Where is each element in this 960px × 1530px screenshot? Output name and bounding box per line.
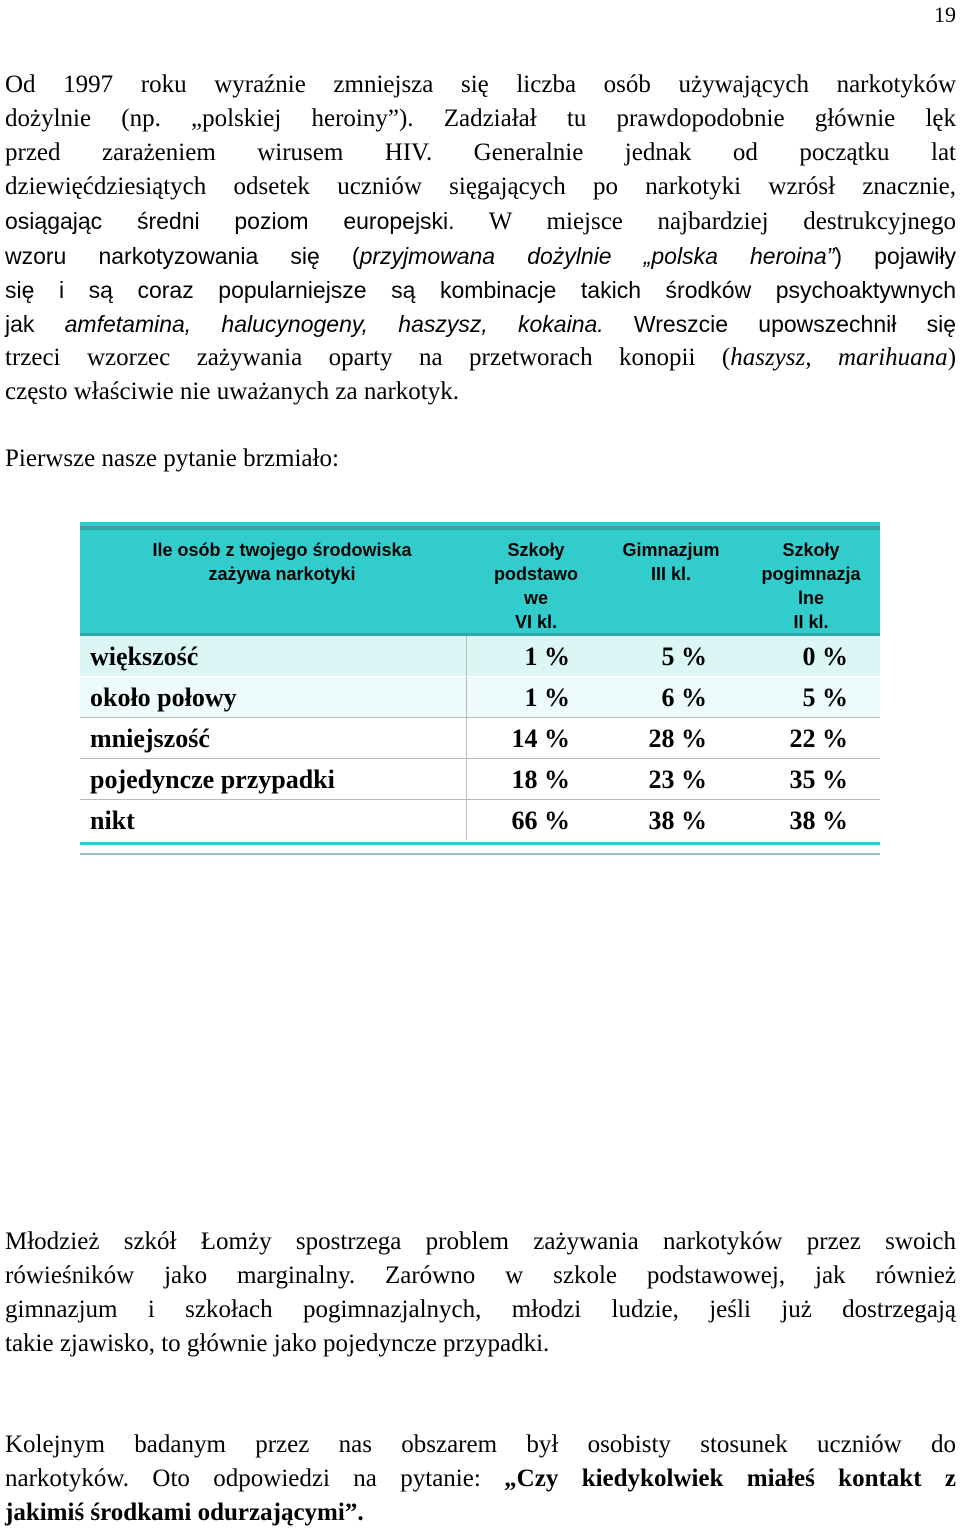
text-line: przed zarażeniem wirusem HIV. Generalnie jednak od początku lat (5, 139, 956, 166)
cell-value: 5 % (661, 642, 707, 671)
cell-value: 18 % (511, 765, 570, 794)
header-gymnasium: Gimnazjum III kl. (622, 540, 720, 584)
cell-value: 5 % (802, 683, 848, 712)
text-line: dożylnie (np. „polskiej heroiny”). Zadziałał tu prawdopodobnie głównie lęk (5, 105, 956, 132)
cell-value: 0 % (802, 642, 848, 671)
table-header (80, 522, 880, 636)
row-label: nikt (90, 806, 135, 835)
text-line: Kolejnym badanym przez nas obszarem był osobisty stosunek uczniów do (5, 1431, 956, 1458)
cell-value: 1 % (524, 683, 570, 712)
row-label: mniejszość (90, 724, 210, 753)
text-line: się i są coraz popularniejsze są kombinacje takich środków psychoaktywnych (5, 277, 956, 303)
text-line: często właściwie nie uważanych za narkotyk. (5, 378, 459, 405)
text-line: Pierwsze nasze pytanie brzmiało: (5, 445, 339, 472)
question-intro (5, 442, 956, 476)
text-line: takie zjawisko, to głównie jako pojedyncze przypadki. (5, 1330, 550, 1357)
cell-value: 38 % (789, 806, 848, 835)
text-line: gimnazjum i szkołach pogimnazjalnych, młodzi ludzie, jeśli już dostrzegają (5, 1296, 956, 1323)
header-primary-schools: Szkoły podstawo we VI kl. (494, 540, 578, 632)
text-line (5, 1496, 956, 1530)
table-row (80, 800, 880, 840)
cell-value: 1 % (524, 642, 570, 671)
header-post-gymnasium-schools: Szkoły pogimnazja lne II kl. (761, 540, 861, 632)
table-row (80, 677, 880, 718)
header-question: Ile osób z twojego środowiska zażywa narkotyki (152, 540, 412, 584)
text-line: osiągając średni poziom europejski. W miejsce najbardziej destrukcyjnego (5, 208, 956, 235)
italic-phrase: przyjmowana dożylnie „polska heroina” (359, 243, 835, 269)
row-label: około połowy (90, 683, 237, 712)
intro-paragraph (5, 68, 956, 409)
cell-value: 23 % (648, 765, 707, 794)
text-line: dziewięćdziesiątych odsetek uczniów sięgających po narkotyki wzrósł znacznie, (5, 173, 956, 200)
italic-phrase: amfetamina, halucynogeny, haszysz, kokaina. (64, 311, 604, 337)
page-number: 19 (934, 2, 956, 27)
text-line: jak amfetamina, halucynogeny, haszysz, kokaina. Wreszcie upowszechnił się (5, 311, 956, 337)
text-line: Od 1997 roku wyraźnie zmniejsza się liczba osób używających narkotyków (5, 71, 956, 98)
text-line: narkotyków. Oto odpowiedzi na pytanie: „Czy kiedykolwiek miałeś kontakt z (5, 1465, 957, 1492)
text-line: trzeci wzorzec zażywania oparty na przetworach konopii (haszysz, marihuana) (5, 344, 957, 371)
table-row (80, 718, 880, 759)
italic-phrase: haszysz, marihuana (730, 344, 948, 371)
question-text: jakimiś środkami odurzającymi”. (5, 1499, 364, 1526)
text-line: wzoru narkotyzowania się (przyjmowana dożylnie „polska heroina”) pojawiły (5, 243, 956, 269)
text-line: rówieśników jako marginalny. Zarówno w szkole podstawowej, jak również (5, 1262, 956, 1289)
cell-value: 22 % (789, 724, 848, 753)
cell-value: 66 % (511, 806, 570, 835)
table-row (80, 759, 880, 800)
text-line: Młodzież szkół Łomży spostrzega problem zażywania narkotyków przez swoich (5, 1228, 956, 1255)
row-label: większość (90, 642, 199, 671)
cell-value: 14 % (511, 724, 570, 753)
question-text: „Czy kiedykolwiek miałeś kontakt z (504, 1465, 957, 1492)
cell-value: 28 % (648, 724, 707, 753)
summary-paragraph (5, 1225, 956, 1361)
table-bottom-border (80, 842, 880, 855)
results-table (80, 522, 880, 855)
table-row (80, 636, 880, 677)
row-label: pojedyncze przypadki (90, 765, 335, 794)
cell-value: 35 % (789, 765, 848, 794)
next-question-paragraph (5, 1428, 956, 1530)
cell-value: 6 % (661, 683, 707, 712)
cell-value: 38 % (648, 806, 707, 835)
